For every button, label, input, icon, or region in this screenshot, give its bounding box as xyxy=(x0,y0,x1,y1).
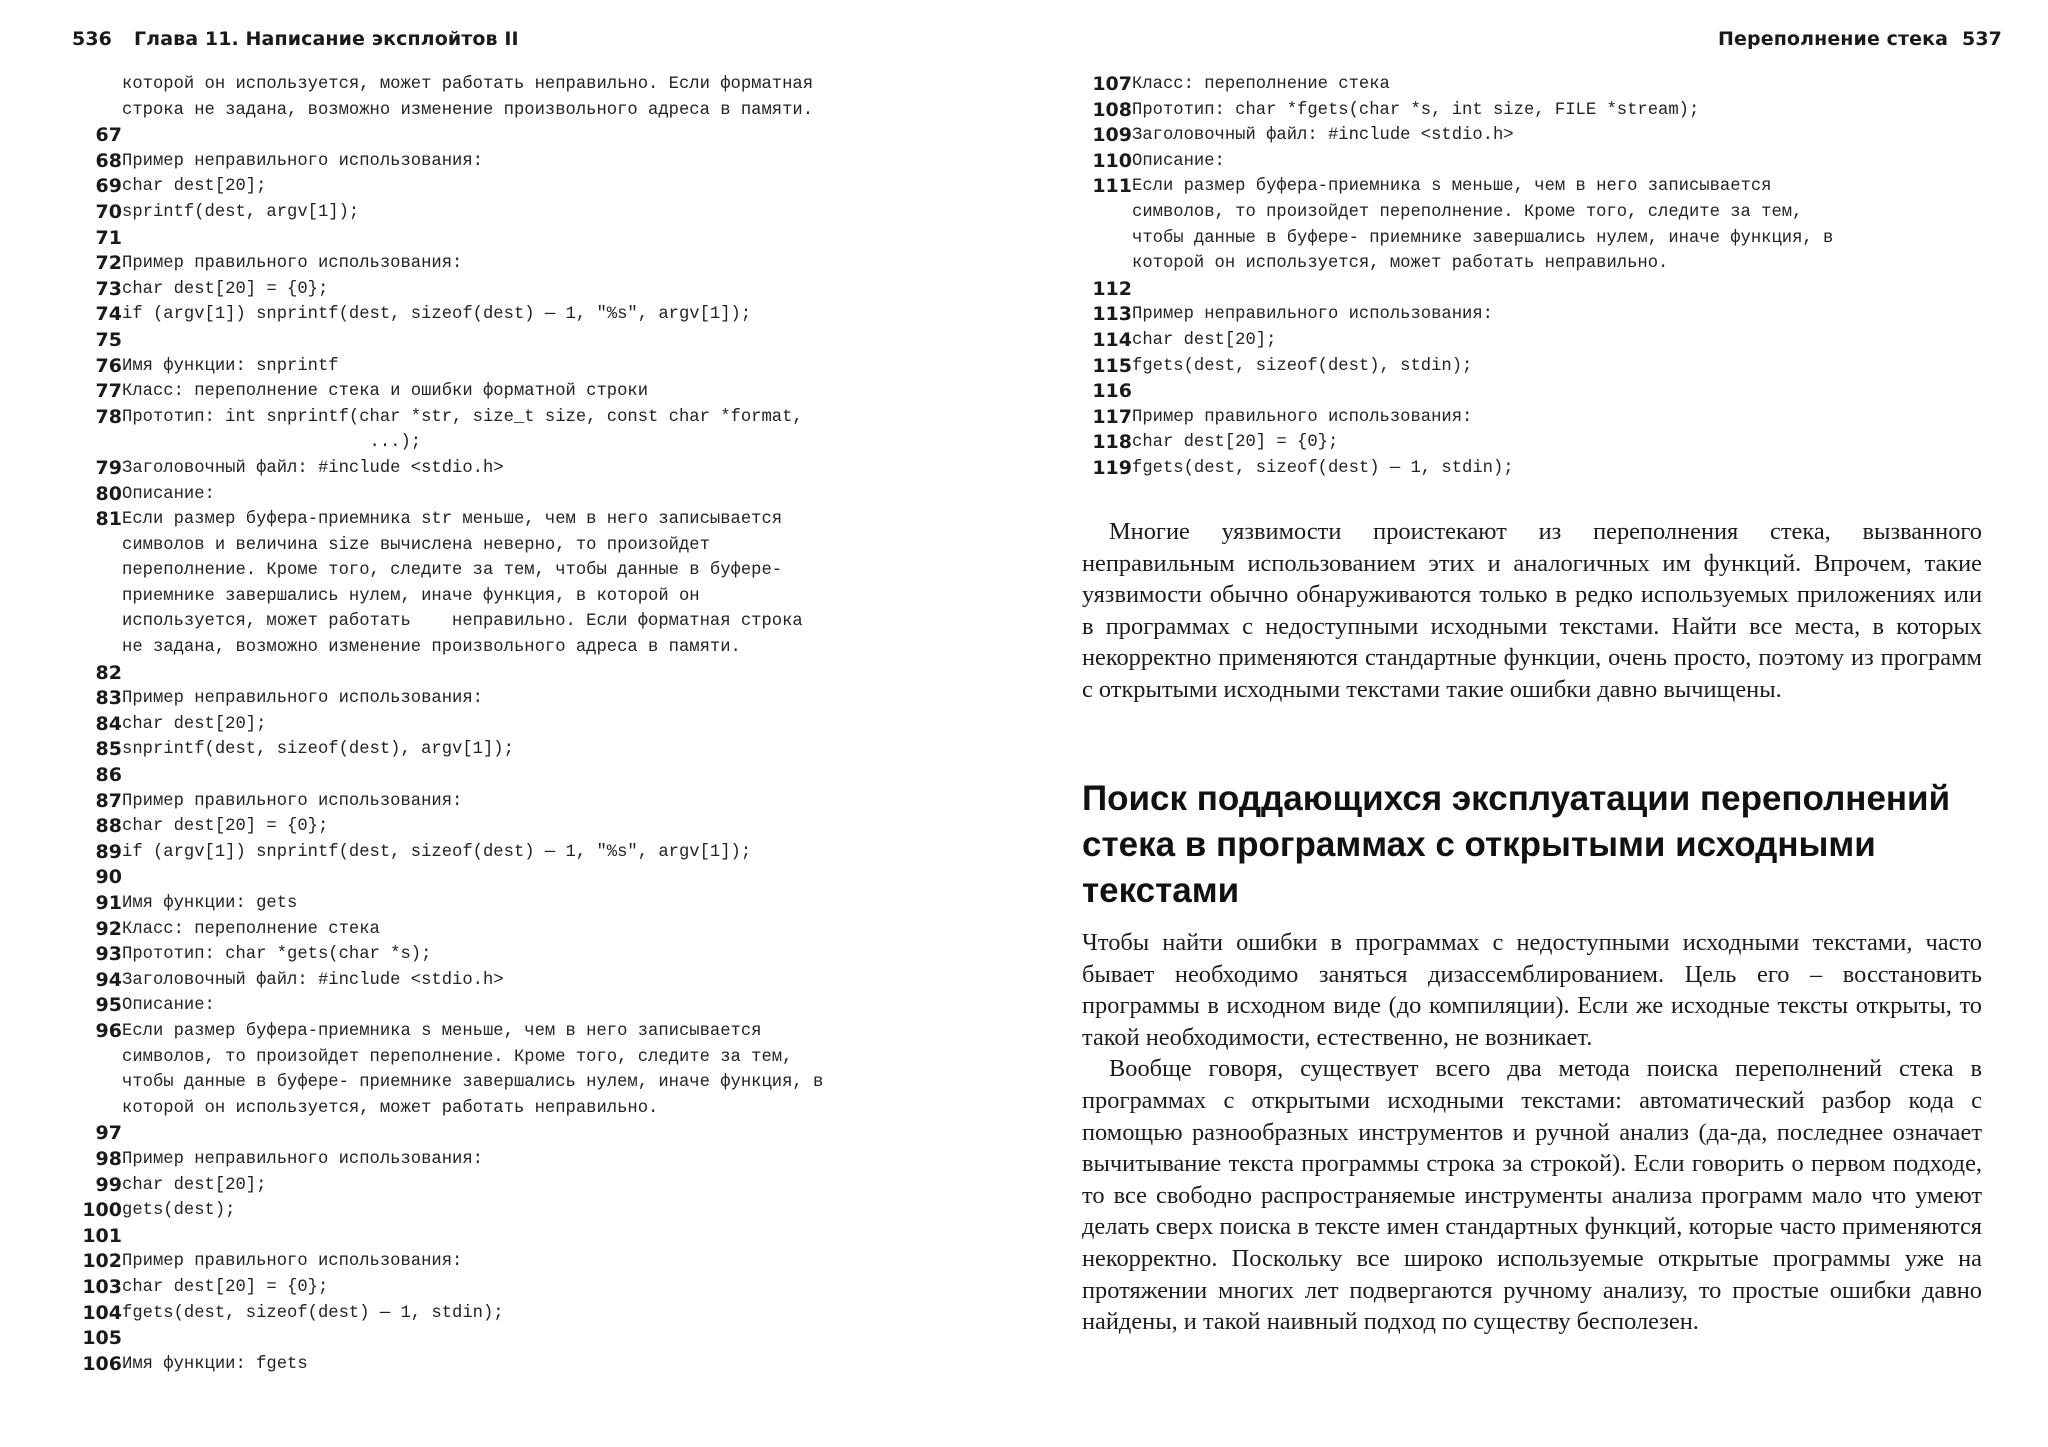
line-number: 92 xyxy=(95,917,122,940)
code-text: не задана, возможно изменение произвольного адреса в памяти. xyxy=(122,638,741,658)
line-number: 85 xyxy=(95,738,122,761)
body-paragraph-1: Чтобы найти ошибки в программах с недоступными исходными текстами, часто бывает необходимо заняться дизассемблированием. Цель его – восстановить программы в исходном виде (до компиляции). Если же исходные тексты открыты, то такой необходимости, естественно, не возникает. xyxy=(1082,929,1982,1051)
line-number: 68 xyxy=(95,149,122,172)
code-line xyxy=(1082,149,1982,175)
body-paragraph-2: Вообще говоря, существует всего два метода поиска переполнений стека в программах с открытыми исходными текстами: автоматический разбор кода с помощью разнообразных инструментов и ручной анализ (да-да, последнее означает вычитывание текста программы строка за строкой). Если говорить о первом подходе, то все свободно распространяемые инструменты анализа программ мало что умеют делать сверх поиска в тексте имен стандартных функций, которые часто применяются некорректно. Поскольку все широко используемые открытые программы уже на протяжении многих лет подвергаются ручному анализу, то простые ошибки давно найдены, и такой наивный подход по существу бесполезен. xyxy=(1082,1055,1982,1336)
line-number: 88 xyxy=(95,815,122,838)
right-page-number: 537 xyxy=(1962,28,2002,50)
code-line xyxy=(72,456,972,482)
line-number: 89 xyxy=(95,840,122,863)
code-line xyxy=(1082,456,1982,482)
code-text: Заголовочный файл: #include <stdio.h> xyxy=(122,458,504,478)
code-text: char dest[20]; xyxy=(122,1175,267,1195)
line-number: 115 xyxy=(1092,354,1132,377)
code-line xyxy=(72,174,972,200)
code-line xyxy=(1082,405,1982,431)
code-line xyxy=(72,789,972,815)
code-line xyxy=(72,149,972,175)
code-text: Заголовочный файл: #include <stdio.h> xyxy=(1132,126,1514,146)
line-number: 72 xyxy=(95,252,122,275)
code-text: if (argv[1]) snprintf(dest, sizeof(dest) — 1, "%s", argv[1]); xyxy=(122,842,752,862)
code-line xyxy=(72,1301,972,1327)
code-line xyxy=(72,1096,972,1122)
code-line xyxy=(72,840,972,866)
code-line xyxy=(72,1045,972,1071)
code-line xyxy=(72,1070,972,1096)
line-number: 97 xyxy=(95,1122,122,1145)
code-text: чтобы данные в буфере- приемнике завершались нулем, иначе функция, в xyxy=(122,1073,824,1093)
code-line xyxy=(72,251,972,277)
code-line xyxy=(72,1352,972,1378)
code-line xyxy=(72,98,972,124)
line-number: 109 xyxy=(1092,124,1132,147)
code-line xyxy=(72,1198,972,1224)
code-text: чтобы данные в буфере- приемнике завершались нулем, иначе функция, в xyxy=(1132,228,1834,248)
code-text: Имя функции: gets xyxy=(122,894,298,913)
line-number: 69 xyxy=(95,175,122,198)
line-number: 76 xyxy=(95,354,122,377)
code-text: char dest[20] = {0}; xyxy=(122,279,329,299)
code-text: snprintf(dest, sizeof(dest), argv[1]); xyxy=(122,740,514,760)
code-line xyxy=(72,1019,972,1045)
code-text: char dest[20]; xyxy=(1132,330,1277,350)
code-line xyxy=(72,123,972,149)
code-line xyxy=(72,379,972,405)
line-number: 106 xyxy=(82,1352,122,1375)
line-number: 95 xyxy=(95,994,122,1017)
code-text: переполнение. Кроме того, следите за тем, чтобы данные в буфере- xyxy=(122,561,783,581)
code-text: приемнике завершались нулем, иначе функция, в которой он xyxy=(122,586,700,606)
code-line xyxy=(1082,226,1982,252)
code-line xyxy=(72,712,972,738)
code-text: fgets(dest, sizeof(dest), stdin); xyxy=(1132,356,1473,376)
code-line xyxy=(72,354,972,380)
code-text: Прототип: char *gets(char *s); xyxy=(122,945,432,965)
code-text: Прототип: int snprintf(char *str, size_t size, const char *format, xyxy=(122,407,803,427)
left-code-listing xyxy=(72,72,972,1377)
code-text: которой он используется, может работать неправильно. xyxy=(1132,254,1669,274)
line-number: 81 xyxy=(95,508,122,531)
code-line xyxy=(72,328,972,354)
code-line xyxy=(72,302,972,328)
code-line xyxy=(72,609,972,635)
code-line xyxy=(1082,354,1982,380)
code-text: ...); xyxy=(122,433,422,453)
code-line xyxy=(72,635,972,661)
line-number: 117 xyxy=(1092,405,1132,428)
code-line xyxy=(72,1275,972,1301)
line-number: 101 xyxy=(82,1224,122,1247)
left-page-header xyxy=(72,28,519,50)
code-text: Заголовочный файл: #include <stdio.h> xyxy=(122,970,504,990)
code-text: Пример правильного использования: xyxy=(122,791,463,811)
code-text: gets(dest); xyxy=(122,1201,236,1221)
line-number: 75 xyxy=(95,328,122,351)
code-text: Класс: переполнение стека xyxy=(1132,75,1390,94)
code-line xyxy=(72,1147,972,1173)
line-number: 71 xyxy=(95,226,122,249)
line-number: 114 xyxy=(1092,328,1132,351)
line-number: 73 xyxy=(95,277,122,300)
code-text: строка не задана, возможно изменение произвольного адреса в памяти. xyxy=(122,100,814,120)
code-text: Прототип: char *fgets(char *s, int size, FILE *stream); xyxy=(1132,100,1700,120)
code-line xyxy=(72,558,972,584)
code-text: Пример неправильного использования: xyxy=(122,151,483,171)
line-number: 78 xyxy=(95,405,122,428)
code-line xyxy=(72,891,972,917)
code-line xyxy=(72,430,972,456)
code-line xyxy=(72,584,972,610)
line-number: 119 xyxy=(1092,456,1132,479)
right-page-header xyxy=(1718,28,2002,50)
code-line xyxy=(72,507,972,533)
code-text: fgets(dest, sizeof(dest) — 1, stdin); xyxy=(1132,458,1514,478)
code-line xyxy=(72,993,972,1019)
line-number: 104 xyxy=(82,1301,122,1324)
code-text: Пример неправильного использования: xyxy=(122,1149,483,1169)
code-line xyxy=(72,968,972,994)
code-line xyxy=(1082,200,1982,226)
line-number: 77 xyxy=(95,380,122,403)
code-line xyxy=(1082,430,1982,456)
code-text: char dest[20] = {0}; xyxy=(1132,433,1339,453)
code-line xyxy=(72,533,972,559)
code-line xyxy=(72,686,972,712)
line-number: 94 xyxy=(95,968,122,991)
code-text: char dest[20]; xyxy=(122,177,267,197)
line-number: 108 xyxy=(1092,98,1132,121)
code-text: Описание: xyxy=(122,484,215,504)
line-number: 96 xyxy=(95,1019,122,1042)
code-text: Пример правильного использования: xyxy=(122,254,463,274)
line-number: 107 xyxy=(1092,73,1132,95)
line-number: 100 xyxy=(82,1199,122,1222)
code-text: символов, то произойдет переполнение. Кроме того, следите за тем, xyxy=(122,1047,793,1067)
code-line xyxy=(72,1326,972,1352)
code-text: Пример правильного использования: xyxy=(122,1252,463,1272)
left-running-title: Глава 11. Написание эксплойтов II xyxy=(133,28,519,50)
line-number: 99 xyxy=(95,1173,122,1196)
code-text: Если размер буфера-приемника s меньше, чем в него записывается xyxy=(1132,177,1772,197)
line-number: 102 xyxy=(82,1250,122,1273)
code-text: символов, то произойдет переполнение. Кроме того, следите за тем, xyxy=(1132,202,1803,222)
line-number: 111 xyxy=(1092,175,1132,198)
left-page-number: 536 xyxy=(72,28,112,50)
line-number: 84 xyxy=(95,712,122,735)
code-line xyxy=(72,661,972,687)
code-text: Если размер буфера-приемника str меньше, чем в него записывается xyxy=(122,510,783,530)
line-number: 90 xyxy=(95,866,122,889)
code-line xyxy=(72,72,972,98)
code-line xyxy=(1082,379,1982,405)
code-line xyxy=(72,1224,972,1250)
code-text: char dest[20]; xyxy=(122,714,267,734)
line-number: 98 xyxy=(95,1147,122,1170)
line-number: 82 xyxy=(95,661,122,684)
code-text: if (argv[1]) snprintf(dest, sizeof(dest) — 1, "%s", argv[1]); xyxy=(122,305,752,325)
line-number: 103 xyxy=(82,1275,122,1298)
code-line xyxy=(1082,277,1982,303)
code-text: Описание: xyxy=(122,996,215,1016)
code-text: используется, может работать неправильно. Если форматная строка xyxy=(122,612,803,632)
line-number: 79 xyxy=(95,456,122,479)
right-code-listing xyxy=(1082,72,1982,482)
line-number: 118 xyxy=(1092,431,1132,454)
code-text: которой он используется, может работать неправильно. xyxy=(122,1098,659,1118)
code-line xyxy=(1082,98,1982,124)
line-number: 70 xyxy=(95,200,122,223)
line-number: 74 xyxy=(95,303,122,326)
line-number: 116 xyxy=(1092,380,1132,403)
code-line xyxy=(72,763,972,789)
code-line xyxy=(1082,174,1982,200)
code-text: fgets(dest, sizeof(dest) — 1, stdin); xyxy=(122,1303,504,1323)
line-number: 110 xyxy=(1092,149,1132,172)
code-line xyxy=(72,865,972,891)
code-text: Имя функции: snprintf xyxy=(122,356,339,376)
code-text: sprintf(dest, argv[1]); xyxy=(122,202,360,222)
code-text: Описание: xyxy=(1132,151,1225,171)
right-running-title: Переполнение стека xyxy=(1718,28,1949,50)
line-number: 67 xyxy=(95,124,122,147)
code-line xyxy=(72,405,972,431)
code-line xyxy=(72,226,972,252)
code-line xyxy=(72,277,972,303)
section-heading: Поиск поддающихся эксплуатации переполнений стека в программах с открытыми исходными текстами xyxy=(1082,779,1951,910)
code-text: Имя функции: fgets xyxy=(122,1354,308,1374)
code-line xyxy=(72,1249,972,1275)
line-number: 105 xyxy=(82,1327,122,1350)
code-line xyxy=(72,737,972,763)
code-text: Если размер буфера-приемника s меньше, чем в него записывается xyxy=(122,1021,762,1041)
code-line xyxy=(72,1121,972,1147)
line-number: 93 xyxy=(95,943,122,966)
code-text: char dest[20] = {0}; xyxy=(122,817,329,837)
code-line xyxy=(72,942,972,968)
code-text: которой он используется, может работать неправильно. Если форматная xyxy=(122,75,814,94)
code-line xyxy=(72,200,972,226)
line-number: 83 xyxy=(95,687,122,710)
code-text: Класс: переполнение стека xyxy=(122,919,380,939)
line-number: 80 xyxy=(95,482,122,505)
code-line xyxy=(72,814,972,840)
code-text: Пример неправильного использования: xyxy=(1132,305,1493,325)
line-number: 113 xyxy=(1092,303,1132,326)
code-text: char dest[20] = {0}; xyxy=(122,1277,329,1297)
code-line xyxy=(1082,123,1982,149)
code-line xyxy=(72,1173,972,1199)
code-line xyxy=(72,917,972,943)
code-text: символов и величина size вычислена неверно, то произойдет xyxy=(122,535,710,555)
code-line xyxy=(1082,328,1982,354)
code-text: Класс: переполнение стека и ошибки форматной строки xyxy=(122,382,649,402)
line-number: 91 xyxy=(95,892,122,914)
code-text: Пример неправильного использования: xyxy=(122,689,483,709)
code-line xyxy=(1082,302,1982,328)
code-line xyxy=(1082,251,1982,277)
line-number: 87 xyxy=(95,789,122,812)
code-line xyxy=(1082,72,1982,98)
line-number: 112 xyxy=(1092,277,1132,300)
intro-paragraph-block xyxy=(1082,516,1982,706)
section-body xyxy=(1082,927,1982,1338)
line-number: 86 xyxy=(95,764,122,787)
code-line xyxy=(72,482,972,508)
code-text: Пример правильного использования: xyxy=(1132,407,1473,427)
intro-paragraph: Многие уязвимости проистекают из переполнения стека, вызванного неправильным использованием этих и аналогичных им функций. Впрочем, такие уязвимости обычно обнаруживаются только в редко используемых приложениях или в программах с недоступными исходными текстами. Найти все места, в которых некорректно применяются стандартные функции, очень просто, поэтому из программ с открытыми исходными текстами такие ошибки давно вычищены. xyxy=(1082,518,1982,703)
